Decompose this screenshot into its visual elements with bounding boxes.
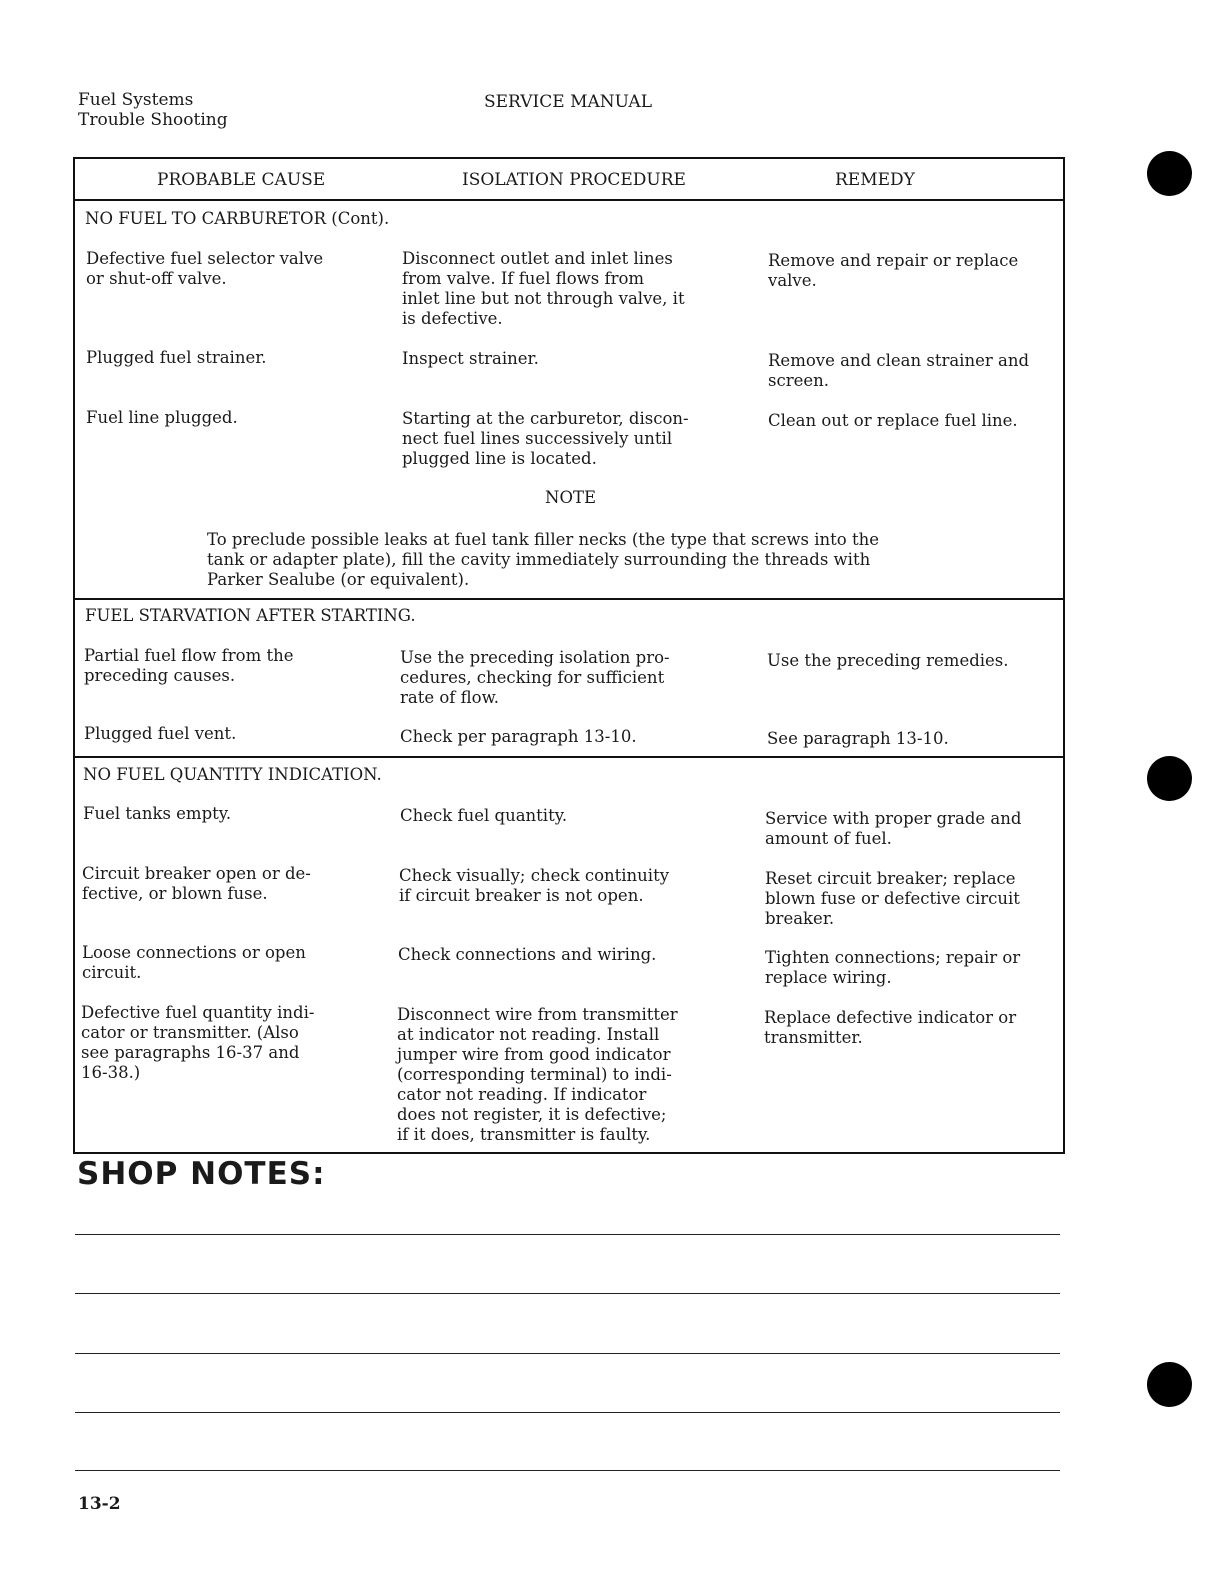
column-header-procedure: ISOLATION PROCEDURE: [462, 170, 686, 190]
punch-hole-icon: [1147, 756, 1192, 801]
notes-line: [75, 1234, 1060, 1235]
procedure-cell: Inspect strainer.: [402, 349, 539, 368]
note-title: NOTE: [545, 488, 597, 507]
section-label-line1: Fuel Systems: [78, 90, 194, 110]
column-header-remedy: REMEDY: [835, 170, 915, 190]
remedy-cell: Replace defective indicator or transmitter.: [764, 1008, 1017, 1047]
cause-cell: Plugged fuel strainer.: [86, 348, 267, 367]
remedy-cell: Tighten connections; repair or replace wiring.: [765, 948, 1021, 987]
section-label: [78, 90, 228, 130]
cause-cell: Partial fuel flow from the preceding causes.: [84, 646, 294, 685]
remedy-cell: Clean out or replace fuel line.: [768, 411, 1018, 430]
shop-notes-heading: SHOP NOTES:: [77, 1156, 326, 1192]
cause-cell: Defective fuel selector valve or shut-off valve.: [86, 249, 324, 288]
procedure-cell: Check visually; check continuity if circuit breaker is not open.: [399, 866, 670, 905]
remedy-cell: Remove and clean strainer and screen.: [768, 351, 1030, 390]
procedure-cell: Check connections and wiring.: [398, 945, 657, 964]
punch-hole-icon: [1147, 1362, 1192, 1407]
note-text: To preclude possible leaks at fuel tank filler necks (the type that screws into the tank or adapter plate), fill the cavity immediately surrounding the threads with Parker Sealube (or equivalent).: [207, 530, 879, 589]
notes-line: [75, 1470, 1060, 1471]
remedy-cell: Reset circuit breaker; replace blown fuse or defective circuit breaker.: [765, 869, 1020, 928]
section-title: FUEL STARVATION AFTER STARTING.: [85, 606, 416, 625]
procedure-cell: Starting at the carburetor, discon- nect fuel lines successively until plugged line is located.: [402, 409, 689, 468]
remedy-cell: See paragraph 13-10.: [767, 729, 949, 748]
cause-cell: Defective fuel quantity indi- cator or transmitter. (Also see paragraphs 16-37 and 16-38.): [81, 1003, 315, 1082]
remedy-cell: Use the preceding remedies.: [767, 651, 1009, 670]
manual-title: SERVICE MANUAL: [484, 92, 652, 112]
cause-cell: Circuit breaker open or de- fective, or blown fuse.: [82, 864, 311, 903]
procedure-cell: Check per paragraph 13-10.: [400, 727, 637, 746]
notes-line: [75, 1293, 1060, 1294]
section-divider-2: [73, 756, 1065, 758]
section-title: NO FUEL TO CARBURETOR (Cont).: [85, 209, 390, 228]
cause-cell: Fuel tanks empty.: [83, 804, 232, 823]
section-label-line2: Trouble Shooting: [78, 110, 228, 130]
procedure-cell: Use the preceding isolation pro- cedures, checking for sufficient rate of flow.: [400, 648, 670, 707]
section-divider-1: [73, 598, 1065, 600]
cause-cell: Plugged fuel vent.: [84, 724, 237, 743]
section-title: NO FUEL QUANTITY INDICATION.: [83, 765, 382, 784]
punch-hole-icon: [1147, 151, 1192, 196]
remedy-cell: Remove and repair or replace valve.: [768, 251, 1019, 290]
remedy-cell: Service with proper grade and amount of fuel.: [765, 809, 1022, 848]
procedure-cell: Disconnect outlet and inlet lines from valve. If fuel flows from inlet line but not through valve, it is defective.: [402, 249, 685, 328]
procedure-cell: Disconnect wire from transmitter at indicator not reading. Install jumper wire from good indicator (corresponding terminal) to indi- cator not reading. If indicator does not register, it is defective; if it does, transmitter is faulty.: [397, 1005, 678, 1144]
procedure-cell: Check fuel quantity.: [400, 806, 568, 825]
page-number: 13-2: [78, 1494, 121, 1514]
notes-line: [75, 1353, 1060, 1354]
column-header-cause: PROBABLE CAUSE: [157, 170, 326, 190]
cause-cell: Loose connections or open circuit.: [82, 943, 306, 982]
notes-line: [75, 1412, 1060, 1413]
header-divider: [73, 199, 1065, 201]
cause-cell: Fuel line plugged.: [86, 408, 238, 427]
